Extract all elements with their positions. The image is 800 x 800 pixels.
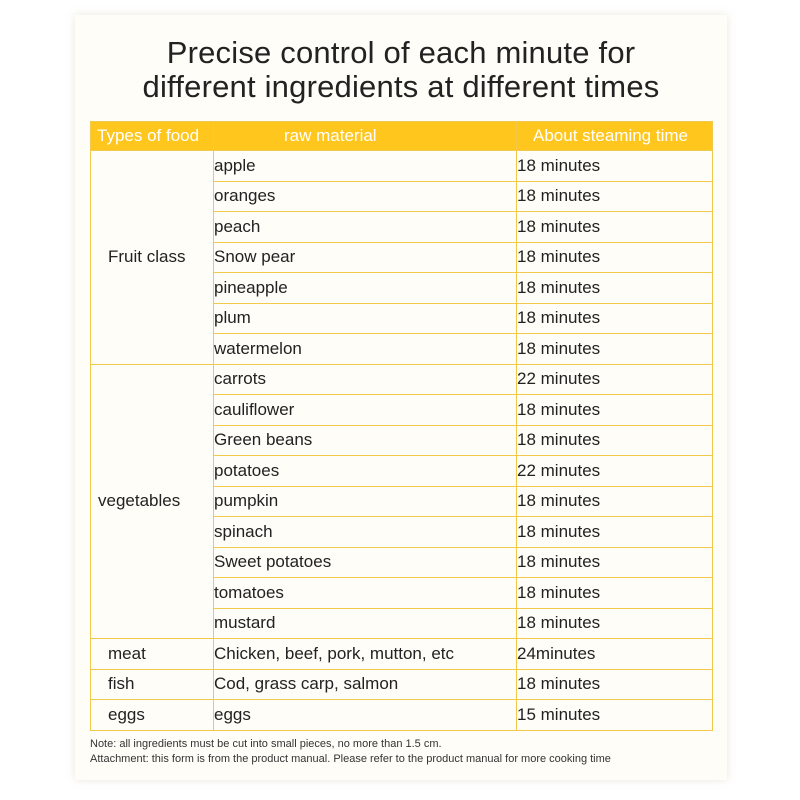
- steaming-time-cell: 18 minutes: [517, 608, 713, 639]
- steaming-time-cell: 18 minutes: [517, 181, 713, 212]
- header-steaming-time: About steaming time: [517, 122, 713, 151]
- raw-material-cell: apple: [214, 151, 517, 182]
- header-raw-material: raw material: [214, 122, 517, 151]
- steaming-time-table: [90, 121, 713, 731]
- steaming-time-cell: 18 minutes: [517, 395, 713, 426]
- steaming-time-cell: 18 minutes: [517, 212, 713, 243]
- raw-material-cell: plum: [214, 303, 517, 334]
- raw-material-cell: mustard: [214, 608, 517, 639]
- raw-material-cell: cauliflower: [214, 395, 517, 426]
- steaming-time-cell: 18 minutes: [517, 425, 713, 456]
- attachment-line: Attachment: this form is from the product manual. Please refer to the product manual for more cooking time: [90, 753, 611, 765]
- page-title: [75, 36, 727, 104]
- category-cell: vegetables: [91, 364, 214, 639]
- raw-material-cell: potatoes: [214, 456, 517, 487]
- table-row: [91, 639, 713, 670]
- table-row: [91, 151, 713, 182]
- category-cell: eggs: [91, 700, 214, 731]
- raw-material-cell: Chicken, beef, pork, mutton, etc: [214, 639, 517, 670]
- raw-material-cell: pineapple: [214, 273, 517, 304]
- category-cell: Fruit class: [91, 151, 214, 365]
- header-types-of-food: Types of food: [91, 122, 214, 151]
- steaming-time-cell: 18 minutes: [517, 486, 713, 517]
- raw-material-cell: eggs: [214, 700, 517, 731]
- table-header-row: [91, 122, 713, 151]
- raw-material-cell: watermelon: [214, 334, 517, 365]
- footnotes: [90, 737, 720, 767]
- title-line-1: Precise control of each minute for: [166, 35, 636, 70]
- raw-material-cell: pumpkin: [214, 486, 517, 517]
- steaming-time-cell: 22 minutes: [517, 364, 713, 395]
- note-line: Note: all ingredients must be cut into small pieces, no more than 1.5 cm.: [90, 738, 442, 750]
- raw-material-cell: Green beans: [214, 425, 517, 456]
- raw-material-cell: Cod, grass carp, salmon: [214, 669, 517, 700]
- steaming-time-cell: 18 minutes: [517, 334, 713, 365]
- steaming-time-cell: 18 minutes: [517, 517, 713, 548]
- steaming-time-cell: 24minutes: [517, 639, 713, 670]
- title-line-2: different ingredients at different times: [142, 69, 660, 104]
- steaming-time-cell: 18 minutes: [517, 303, 713, 334]
- category-cell: meat: [91, 639, 214, 670]
- steaming-time-cell: 18 minutes: [517, 669, 713, 700]
- table-row: [91, 364, 713, 395]
- steaming-time-cell: 18 minutes: [517, 547, 713, 578]
- raw-material-cell: carrots: [214, 364, 517, 395]
- category-cell: fish: [91, 669, 214, 700]
- raw-material-cell: Sweet potatoes: [214, 547, 517, 578]
- raw-material-cell: tomatoes: [214, 578, 517, 609]
- raw-material-cell: oranges: [214, 181, 517, 212]
- steaming-time-cell: 18 minutes: [517, 273, 713, 304]
- steaming-time-cell: 18 minutes: [517, 242, 713, 273]
- steaming-time-cell: 15 minutes: [517, 700, 713, 731]
- raw-material-cell: peach: [214, 212, 517, 243]
- steaming-time-cell: 18 minutes: [517, 578, 713, 609]
- table-row: [91, 669, 713, 700]
- steaming-time-cell: 18 minutes: [517, 151, 713, 182]
- table-row: [91, 700, 713, 731]
- steaming-time-cell: 22 minutes: [517, 456, 713, 487]
- raw-material-cell: spinach: [214, 517, 517, 548]
- raw-material-cell: Snow pear: [214, 242, 517, 273]
- table-body: [91, 151, 713, 731]
